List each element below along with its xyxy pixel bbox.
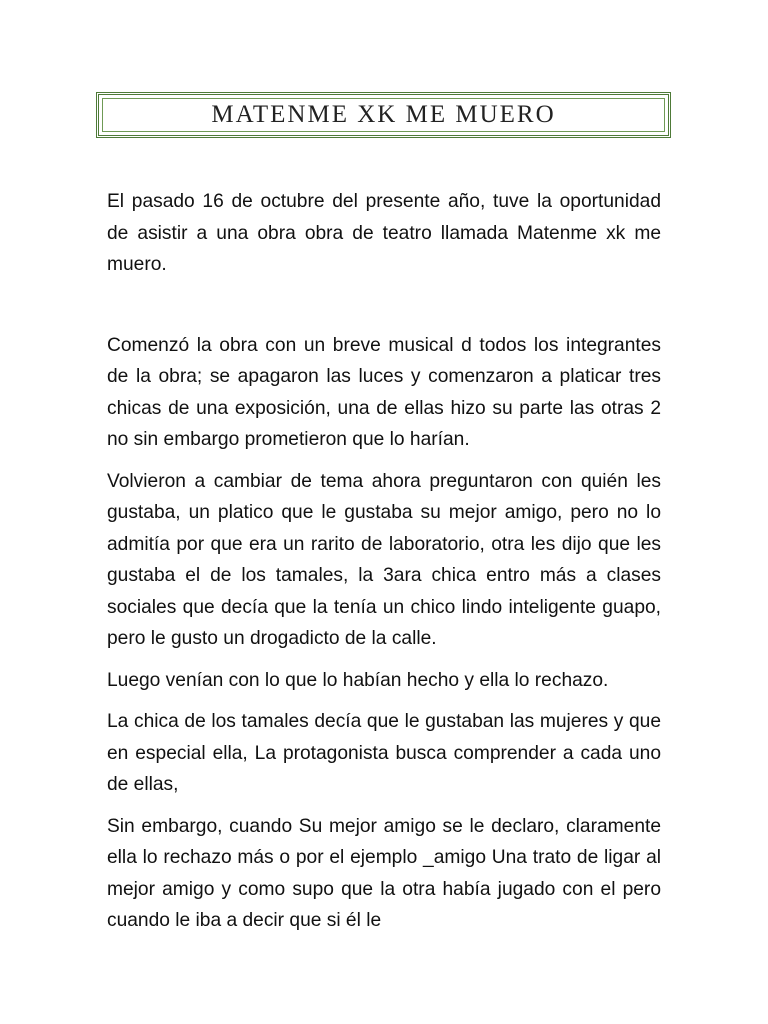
paragraph: El pasado 16 de octubre del presente año, tuve la oportunidad de asistir a una obra obra de teatro llamada Matenme xk me muero.	[107, 191, 661, 275]
paragraph: Luego venían con lo que lo habían hecho y ella lo rechazo.	[107, 669, 609, 691]
paragraph: Comenzó la obra con un breve musical d todos los integrantes de la obra; se apagaron las luces y comenzaron a platicar tres chicas de una exposición, una de ellas hizo su parte las otras 2 no sin embargo prometieron que lo harían.	[107, 334, 661, 450]
document-body	[107, 186, 661, 937]
title-frame	[96, 92, 671, 138]
document-title: MATENME XK ME MUERO	[211, 101, 556, 128]
paragraph: Sin embargo, cuando Su mejor amigo se le declaro, claramente ella lo rechazo más o por el ejemplo _amigo Una trato de ligar al mejor amigo y como supo que la otra había jugado con el pero cuando le iba a decir que si él le	[107, 815, 661, 931]
paragraph: La chica de los tamales decía que le gustaban las mujeres y que en especial ella, La protagonista busca comprender a cada uno de ellas,	[107, 711, 661, 795]
paragraph: Volvieron a cambiar de tema ahora preguntaron con quién les gustaba, un platico que le gustaba su mejor amigo, pero no lo admitía por que era un rarito de laboratorio, otra les dijo que les gustaba el de los tamales, la 3ara chica entro más a clases sociales que decía que la tenía un chico lindo inteligente guapo, pero le gusto un drogadicto de la calle.	[107, 470, 661, 649]
